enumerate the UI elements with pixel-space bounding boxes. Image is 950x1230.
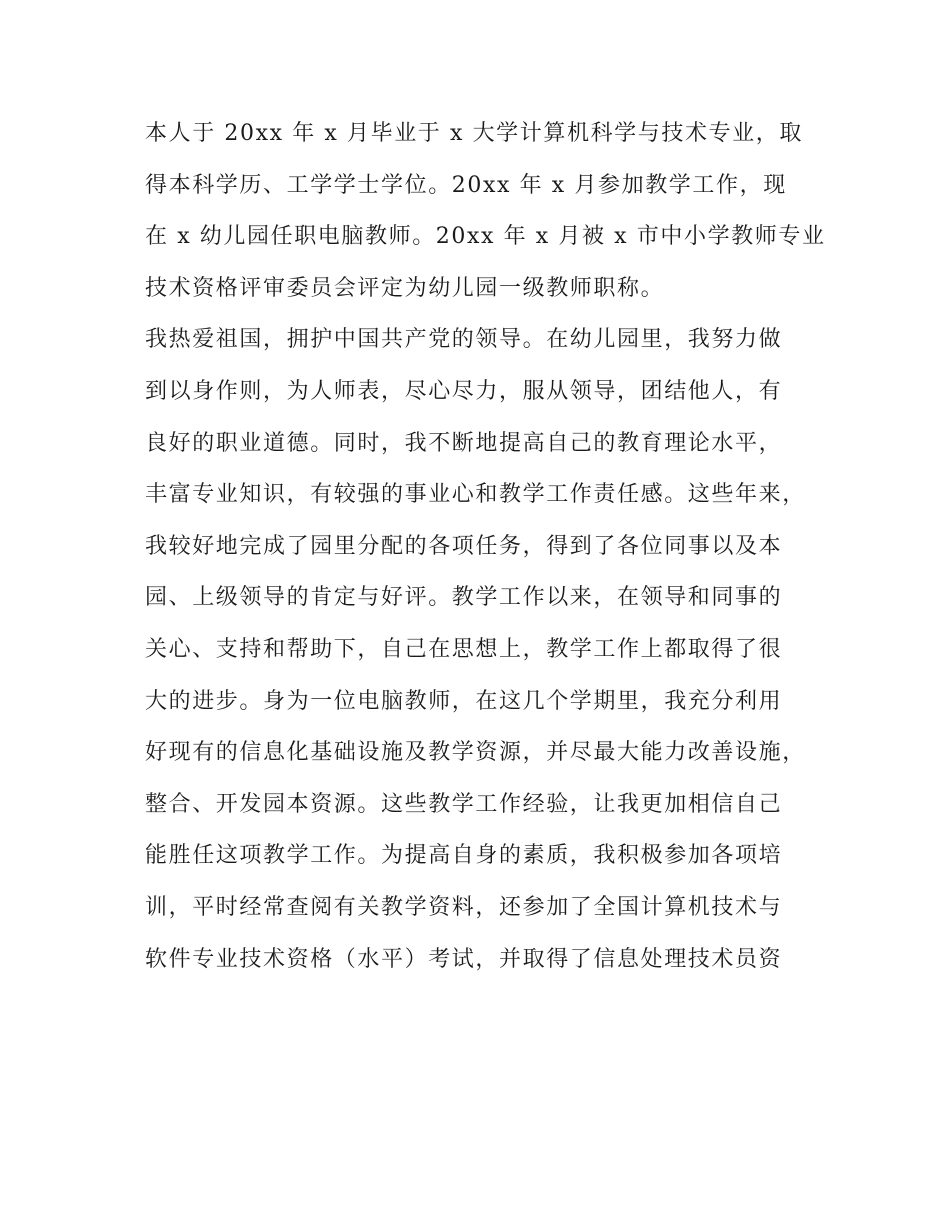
text-line: 大的进步。身为一位电脑教师，在这几个学期里，我充分利用 — [145, 688, 783, 714]
text-line: 得本科学历、工学学士学位。20xx 年 x 月参加教学工作，现 — [145, 172, 787, 198]
text-line: 到以身作则，为人师表，尽心尽力，服从领导，团结他人，有 — [145, 378, 783, 404]
text-line: 我热爱祖国，拥护中国共产党的领导。在幼儿园里，我努力做 — [145, 327, 783, 353]
text-line: 丰富专业知识，有较强的事业心和教学工作责任感。这些年来， — [145, 482, 806, 508]
text-line: 好现有的信息化基础设施及教学资源，并尽最大能力改善设施， — [145, 740, 806, 766]
text-line: 关心、支持和帮助下，自己在思想上，教学工作上都取得了很 — [145, 636, 783, 662]
paragraph-2 — [145, 314, 835, 985]
text-line: 训，平时经常查阅有关教学资料，还参加了全国计算机技术与 — [145, 894, 783, 920]
text-line: 软件专业技术资格（水平）考试，并取得了信息处理技术员资 — [145, 946, 783, 972]
text-line: 能胜任这项教学工作。为提高自身的素质，我积极参加各项培 — [145, 843, 783, 869]
text-line: 在 x 幼儿园任职电脑教师。20xx 年 x 月被 x 市中小学教师专业 — [145, 224, 826, 250]
text-line: 整合、开发园本资源。这些教学工作经验，让我更加相信自己 — [145, 791, 783, 817]
text-line: 园、上级领导的肯定与好评。教学工作以来，在领导和同事的 — [145, 585, 783, 611]
text-line: 良好的职业道德。同时，我不断地提高自己的教育理论水平， — [145, 430, 783, 456]
paragraph-1 — [145, 108, 835, 314]
text-line: 本人于 20xx 年 x 月毕业于 x 大学计算机科学与技术专业，取 — [145, 121, 803, 146]
text-line: 技术资格评审委员会评定为幼儿园一级教师职称。 — [145, 275, 665, 301]
document-body — [145, 108, 835, 985]
text-line: 我较好地完成了园里分配的各项任务，得到了各位同事以及本 — [145, 533, 783, 559]
